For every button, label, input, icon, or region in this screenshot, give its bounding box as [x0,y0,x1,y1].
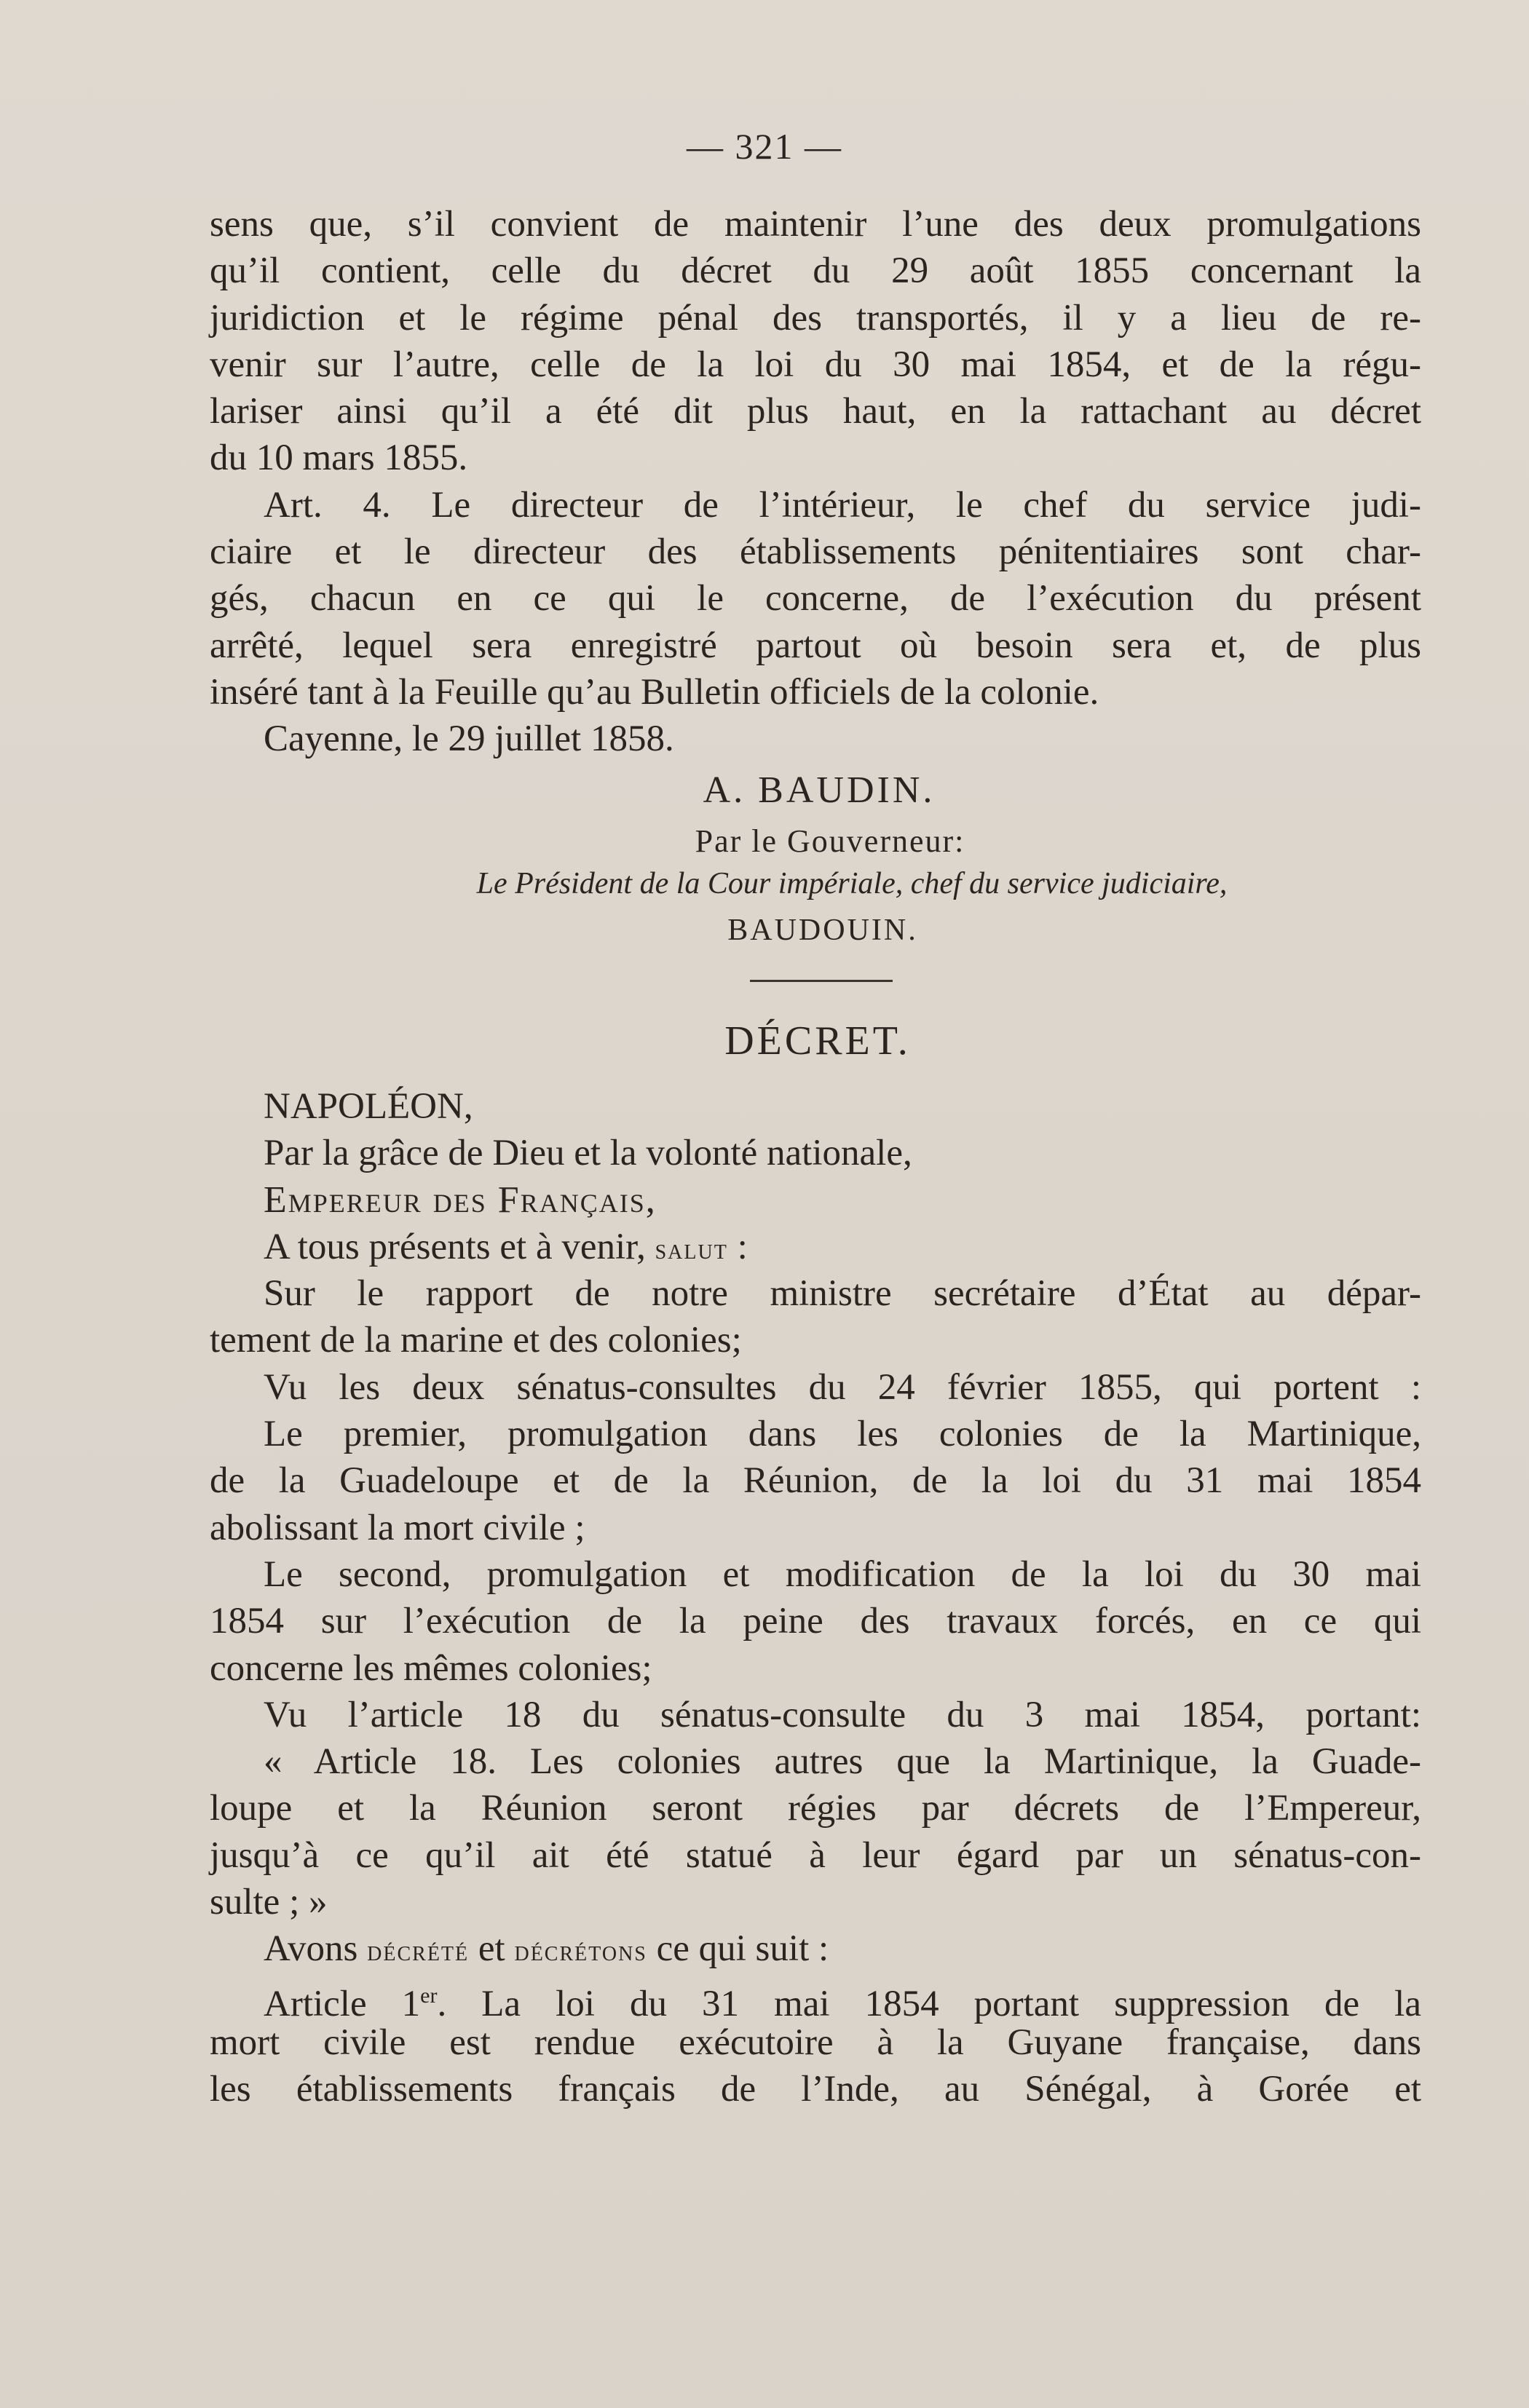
text-line: arrêté, lequel sera enregistré partout où besoin sera et, de plus [210,625,1421,666]
article-text: . La loi du 31 mai 1854 portant suppression de la [437,1983,1421,2024]
signature-baudouin: BAUDOUIN. [727,914,918,947]
text-line: inséré tant à la Feuille qu’au Bulletin officiels de la colonie. [210,671,1099,713]
decree-title: DÉCRET. [724,1018,911,1064]
signature-name: A. BAUDIN. [703,769,936,811]
grace-line: Par la grâce de Dieu et la volonté nationale, [264,1133,912,1174]
text-line: lariser ainsi qu’il a été dit plus haut, en la rattachant au décret [210,391,1421,432]
salut-word: salut [655,1232,728,1265]
et-word: et [478,1928,505,1970]
text-line: jusqu’à ce qu’il ait été statué à leur égard par un sénatus-con- [210,1834,1421,1876]
text-line: Vu les deux sénatus-consultes du 24 février 1855, qui portent : [264,1366,1421,1408]
text-line: les établissements français de l’Inde, au Sénégal, à Gorée et [210,2069,1421,2110]
text-line: juridiction et le régime pénal des transportés, il y a lieu de re- [210,297,1421,338]
article-superscript: er [420,1983,438,2008]
salut-prefix: A tous présents et à venir, [264,1226,646,1267]
text-line: gés, chacun en ce qui le concerne, de l’exécution du présent [210,578,1421,619]
avons-suffix: ce qui suit : [656,1928,829,1970]
text-line: qu’il contient, celle du décret du 29 août 1855 concernant la [210,250,1421,292]
text-line: Le premier, promulgation dans les colonies de la Martinique, [264,1414,1421,1455]
text-line: venir sur l’autre, celle de la loi du 30 mai 1854, et de la régu- [210,344,1421,385]
text-line: loupe et la Réunion seront régies par décrets de l’Empereur, [210,1788,1421,1829]
emperor-line: Empereur des Français, [264,1179,657,1221]
date-line: Cayenne, le 29 juillet 1858. [264,718,674,760]
decretons-word: décrétons [514,1934,647,1968]
signature-par: Par le Gouverneur: [695,823,965,859]
avons-prefix: Avons [264,1928,358,1970]
article-1-line [210,1973,1421,2024]
page-number: — 321 — [687,126,842,167]
text-line: du 10 mars 1855. [210,437,468,479]
text-line: Le second, promulgation et modification de la loi du 30 mai [264,1553,1421,1595]
text-line: concerne les mêmes colonies; [210,1647,652,1689]
text-line: de la Guadeloupe et de la Réunion, de la loi du 31 mai 1854 [210,1460,1421,1502]
salut-line [210,1224,1421,1270]
text-line: Sur le rapport de notre ministre secrétaire d’État au dépar- [264,1273,1421,1315]
avons-line [210,1925,1421,1972]
text-line: tement de la marine et des colonies; [210,1320,742,1361]
article-4-line: Art. 4. Le directeur de l’intérieur, le chef du service judi- [264,484,1421,526]
signature-president: Le Président de la Cour impériale, chef du service judiciaire, [476,867,1228,900]
text-line: mort civile est rendue exécutoire à la Guyane française, dans [210,2021,1421,2063]
napoleon-line: NAPOLÉON, [264,1086,473,1127]
text-line: abolissant la mort civile ; [210,1507,585,1548]
salut-suffix: : [727,1226,748,1267]
decrete-word: décrété [367,1934,470,1968]
section-divider [750,980,893,982]
text-line: sulte ; » [210,1882,328,1923]
text-line: ciaire et le directeur des établissements pénitentiaires sont char- [210,531,1421,573]
text-line: sens que, s’il convient de maintenir l’une des deux promulgations [210,204,1421,245]
text-line: 1854 sur l’exécution de la peine des travaux forcés, en ce qui [210,1601,1421,1642]
text-line: Vu l’article 18 du sénatus-consulte du 3 mai 1854, portant: [264,1694,1421,1735]
decree-text [210,1083,1421,2113]
continuation-text [210,201,1421,763]
article-prefix: Article 1 [264,1983,421,2024]
text-line: « Article 18. Les colonies autres que la Martinique, la Guade- [264,1741,1421,1783]
